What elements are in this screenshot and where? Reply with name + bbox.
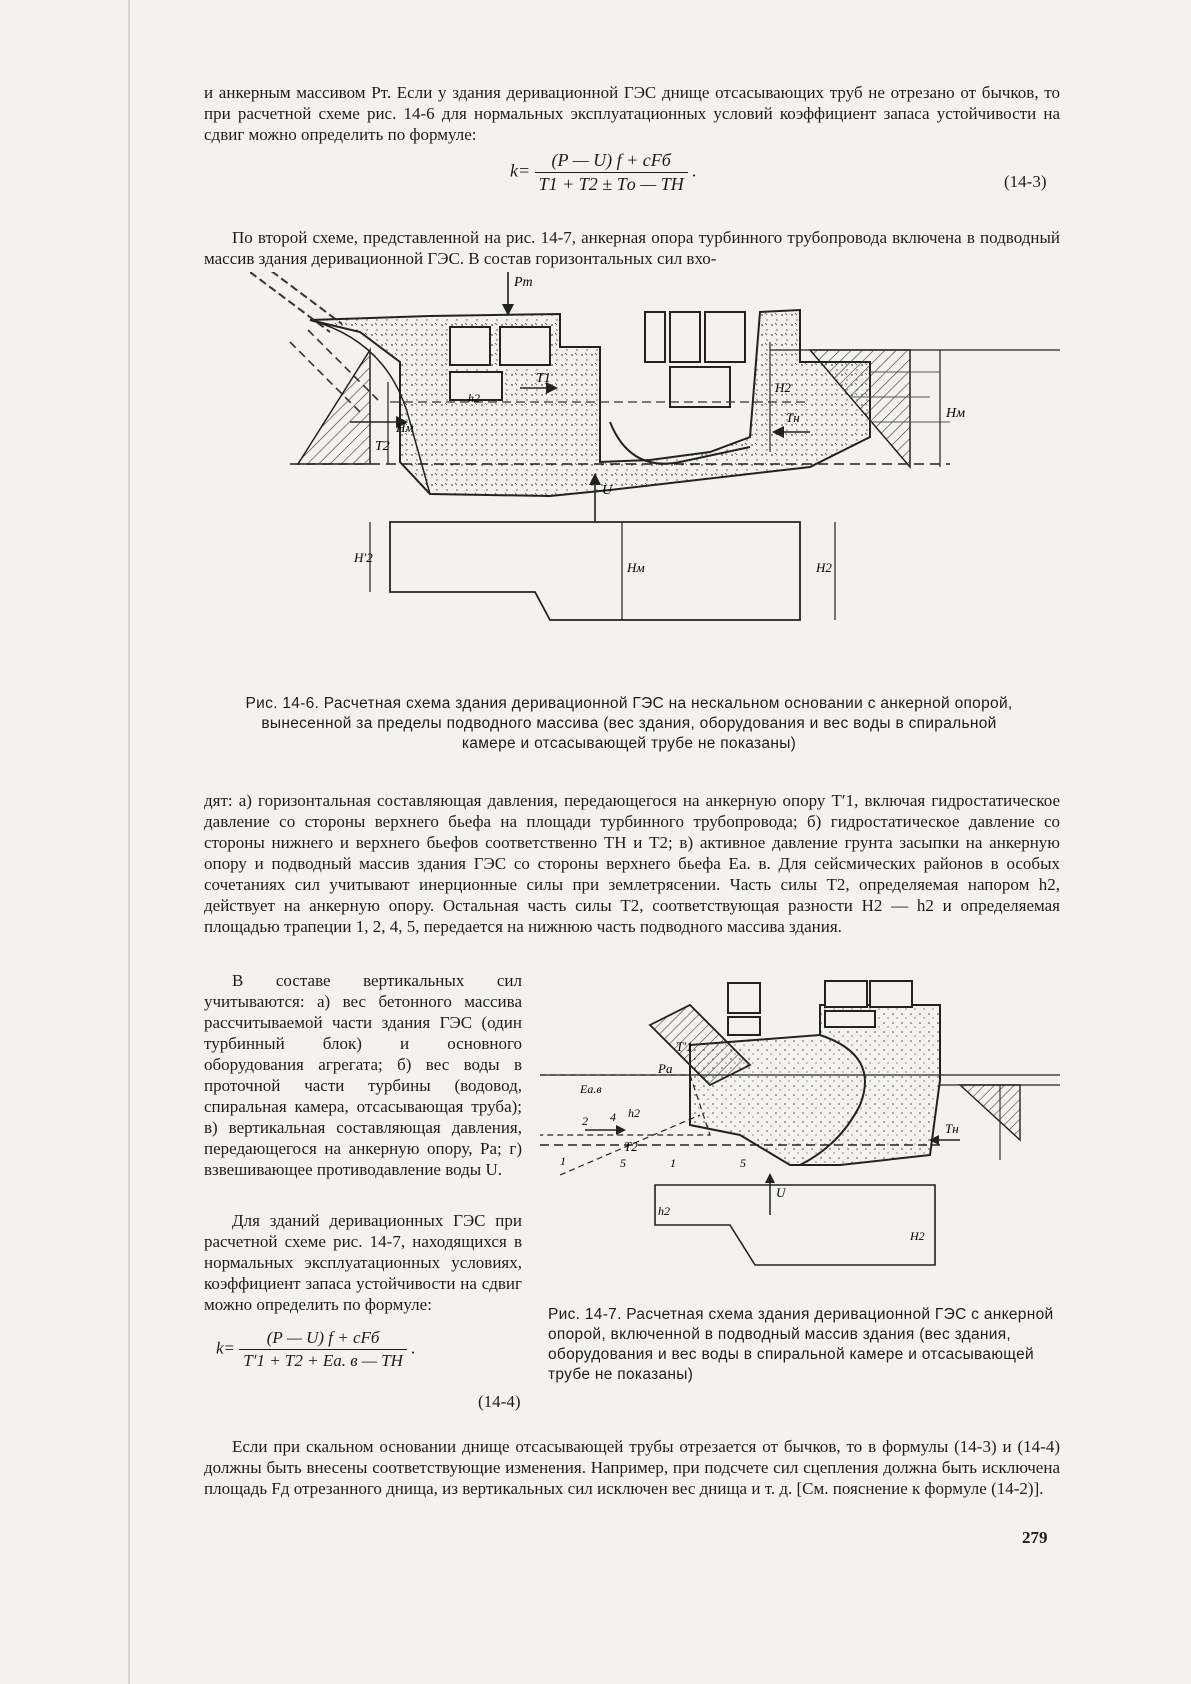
label-hm-right: Hм [946, 406, 966, 421]
equation-number-14-3: (14-3) [1004, 172, 1047, 191]
paragraph-6: Если при скальном основании днище отсасывающей трубы отрезается от бычков, то в формулы (14-3) и (14-4) должны быть внесены соответствующие изменения. Например, при подсчете сил сцепления должна быть исключена площадь Fд отрезанного днища, из вертикальных сил исключен вес днища и т. д. [См. пояснение к формуле (14-2)]. [204, 1437, 1060, 1498]
formula-denominator: T1 + T2 ± Tо — TН [538, 174, 684, 194]
label-t2: T2 [375, 439, 390, 454]
formula-denominator: T′1 + T2 + Eа. в — TН [243, 1351, 403, 1370]
formula-14-4 [216, 1328, 415, 1371]
pressure-diagram-left [298, 350, 370, 464]
concrete-body [310, 310, 870, 496]
label-tn: Tн [945, 1121, 959, 1136]
formula-fraction [535, 150, 688, 195]
formula-lhs: k= [216, 1338, 236, 1358]
formula-numerator: (P — U) f + cFб [535, 150, 688, 173]
formula-tail: . [692, 160, 697, 181]
label-h2b: h2 [468, 391, 480, 405]
pressure-diagram-right [960, 1085, 1020, 1140]
formula-numerator: (P — U) f + cFб [239, 1328, 407, 1350]
paragraph-3: дят: а) горизонтальная составляющая давления, передающегося на анкерную опору T′1, включая гидростатическое давление со стороны верхнего бьефа на площади турбинного трубопровода; б) гидростатическое давление со стороны нижнего и верхнего бьефов соответственно TН и T2; в) активное давление грунта засыпки на анкерную опору и подводный массив здания ГЭС со стороны верхнего бьефа Eа. в. Для сейсмических районов в особых сочетаниях сил учитывают инерционные силы при землетрясении. Часть силы T2, определяемая напором h2, действует на анкерную опору. Остальная часть силы T2, соответствующая разности H2 — h2 и определяемая площадью трапеции 1, 2, 4, 5, передается на нижнюю часть подводного массива здания. [204, 791, 1060, 936]
label-h2c: H2 [910, 1229, 925, 1243]
scan-edge [128, 0, 130, 1684]
label-n1: 1 [560, 1154, 566, 1168]
label-h2: H2 [775, 380, 791, 395]
paragraph-2: По второй схеме, представленной на рис. 14-7, анкерная опора турбинного трубопровода включена в подводный массив здания деривационной ГЭС. В состав горизонтальных сил вхо- [204, 228, 1060, 268]
label-ea: Eа.в [580, 1082, 602, 1096]
uplift-diagram [655, 1185, 935, 1265]
label-u: U [602, 483, 613, 498]
room [825, 1011, 875, 1027]
formula-fraction [239, 1328, 407, 1371]
equation-number-14-4: (14-4) [478, 1392, 521, 1411]
figure-14-6 [250, 272, 1060, 670]
label-hm: Hм [396, 420, 414, 435]
formula-14-3 [510, 150, 697, 195]
room [670, 367, 730, 407]
formula-tail: . [411, 1338, 416, 1358]
label-pa: Pа [658, 1061, 673, 1076]
label-h2-bottom: H2 [816, 560, 832, 575]
paragraph-5: Для зданий деривационных ГЭС при расчетной схеме рис. 14-7, находящихся в нормальных эксплуатационных условиях, коэффициент запаса устойчивости на сдвиг можно определить по формуле: [204, 1211, 522, 1314]
label-t2: T2 [624, 1139, 638, 1154]
uplift-diagram [390, 522, 800, 620]
backfill-left [540, 1075, 710, 1135]
label-n5: 5 [620, 1156, 626, 1170]
label-tn: Tн [786, 410, 800, 425]
page-number: 279 [1022, 1528, 1048, 1547]
room [500, 327, 550, 365]
label-h2prime: H′2 [354, 550, 373, 565]
figure-14-7 [540, 975, 1060, 1275]
room [870, 981, 912, 1007]
label-hm-bottom: Hм [627, 560, 645, 575]
room [825, 981, 867, 1007]
label-h2: h2 [628, 1106, 640, 1120]
label-t1: T′1 [676, 1039, 693, 1054]
room [728, 1017, 760, 1035]
room [450, 327, 490, 365]
label-n5b: 5 [740, 1156, 746, 1170]
paragraph-1: и анкерным массивом Pт. Если у здания деривационной ГЭС днище отсасывающих труб не отрезано от бычков, то при расчетной схеме рис. 14-6 для нормальных эксплуатационных условий коэффициент запаса устойчивости на сдвиг можно определить по формуле: [204, 83, 1060, 144]
paragraph-4: В составе вертикальных сил учитываются: а) вес бетонного массива рассчитываемой части здания ГЭС (один турбинный блок) и основного оборудования агрегата; б) вес воды в проточной части турбины (водовод, спиральная камера, отсасывающая труба); в) вертикальная составляющая давления, передающегося на анкерную опору, Pа; г) взвешивающее противодавление воды U. [204, 971, 522, 1179]
label-h2b: h2 [658, 1204, 670, 1218]
label-n1b: 1 [670, 1156, 676, 1170]
room [728, 983, 760, 1013]
label-n4: 4 [610, 1110, 616, 1124]
figure-14-7-caption: Рис. 14-7. Расчетная схема здания деривационной ГЭС с анкерной опорой, включенной в подводный массив здания (вес здания, оборудования и вес воды в спиральной камере и отсасывающей трубе не показаны) [548, 1306, 1054, 1383]
label-n2: 2 [582, 1114, 588, 1128]
room [645, 312, 665, 362]
formula-lhs: k= [510, 160, 531, 181]
label-pt: Pт [514, 275, 533, 290]
room [670, 312, 700, 362]
figure-14-6-caption: Рис. 14-6. Расчетная схема здания деривационной ГЭС на нескальном основании с анкерной опорой, вынесенной за пределы подводного массива (вес здания, оборудования и вес воды в спиральной камере и отсасывающей трубе не показаны) [245, 695, 1013, 752]
room [705, 312, 745, 362]
label-u: U [776, 1185, 786, 1200]
label-t1: T1 [536, 371, 551, 386]
